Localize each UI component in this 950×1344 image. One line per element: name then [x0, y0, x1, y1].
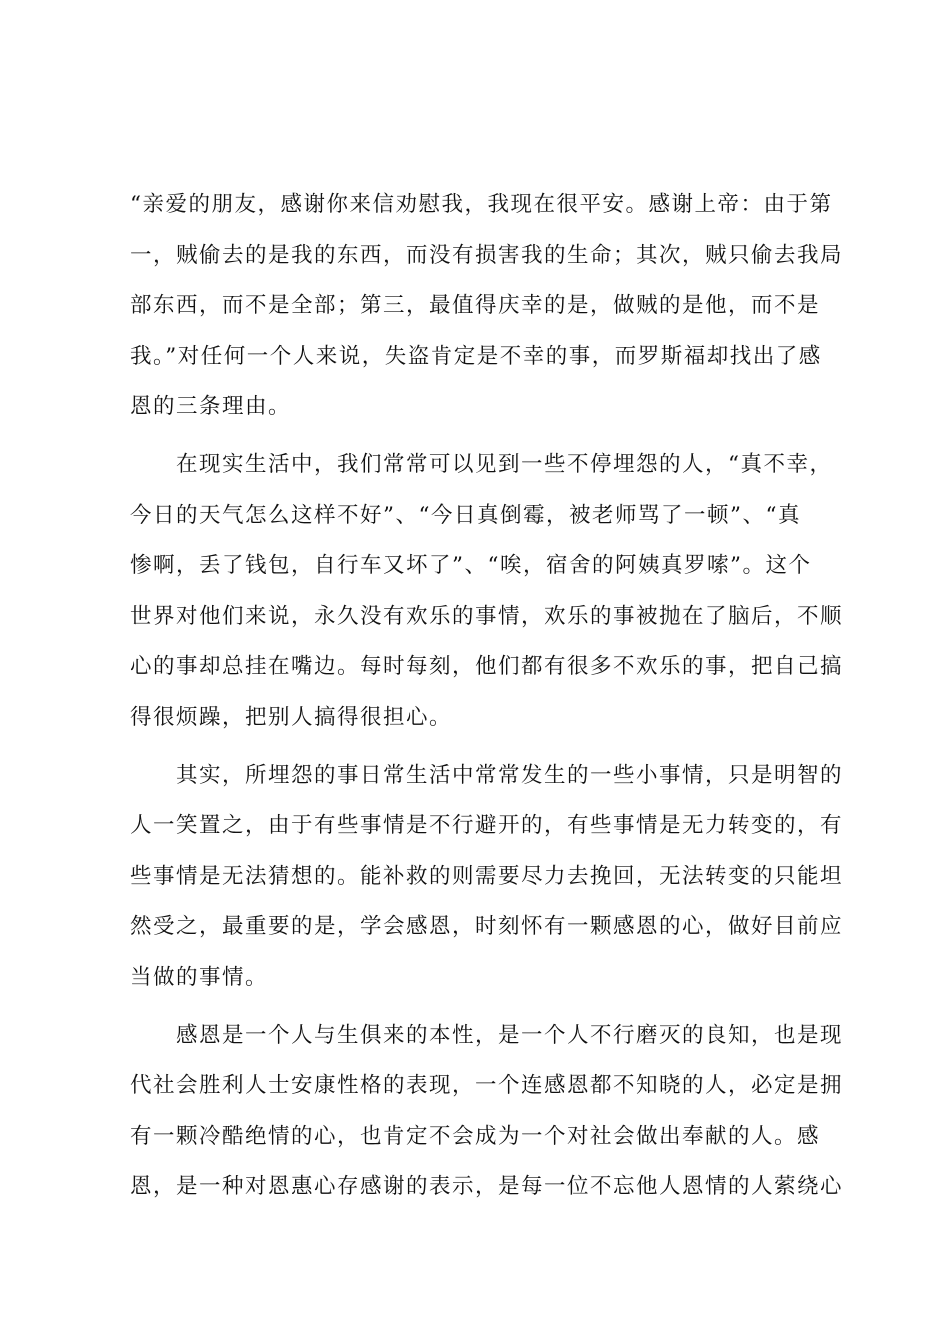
text-line: 感恩是一个人与生俱来的本性，是一个人不行磨灭的良知，也是现 — [130, 1022, 844, 1048]
text-line: 部东西，而不是全部；第三，最值得庆幸的是，做贼的是他，而不是 — [130, 293, 821, 319]
text-line: “亲爱的朋友，感谢你来信劝慰我，我现在很平安。感谢上帝：由于第 — [130, 192, 833, 217]
paragraph-gap — [130, 433, 830, 440]
text-line: 然受之，最重要的是，学会感恩，时刻怀有一颗感恩的心，做好目前应 — [130, 914, 844, 940]
paragraph-2 — [130, 440, 844, 744]
text-line: 有一颗冷酷绝情的心，也肯定不会成为一个对社会做出奉献的人。感 — [130, 1123, 821, 1149]
paragraph-gap — [130, 744, 830, 751]
text-line: 心的事却总挂在嘴边。每时每刻，他们都有很多不欢乐的事，把自己搞 — [130, 654, 844, 680]
text-line: 人一笑置之，由于有些事情是不行避开的，有些事情是无力转变的，有 — [130, 813, 844, 839]
text-line: 世界对他们来说，永久没有欢乐的事情，欢乐的事被抛在了脑后，不顺 — [130, 603, 844, 629]
paragraph-3 — [130, 751, 844, 1004]
text-line: 我。”对任何一个人来说，失盗肯定是不幸的事，而罗斯福却找出了感 — [130, 343, 822, 369]
text-line: 惨啊，丢了钱包，自行车又坏了”、“唉，宿舍的阿姨真罗嗦”。这个 — [130, 553, 812, 579]
text-line: 在现实生活中，我们常常可以见到一些不停埋怨的人，“真不幸， — [130, 451, 833, 477]
text-line: 当做的事情。 — [130, 964, 269, 990]
paragraph-4 — [130, 1011, 844, 1213]
paragraph-gap — [130, 1004, 830, 1011]
text-line: 得很烦躁，把别人搞得很担心。 — [130, 704, 453, 730]
text-line: 恩，是一种对恩惠心存感谢的表示，是每一位不忘他人恩情的人萦绕心 — [130, 1174, 844, 1200]
text-line: 其实，所埋怨的事日常生活中常常发生的一些小事情，只是明智的 — [130, 762, 844, 788]
text-line: 些事情是无法猜想的。能补救的则需要尽力去挽回，无法转变的只能坦 — [130, 863, 844, 889]
text-line: 代社会胜利人士安康性格的表现，一个连感恩都不知晓的人，必定是拥 — [130, 1073, 844, 1099]
text-line: 一，贼偷去的是我的东西，而没有损害我的生命；其次，贼只偷去我局 — [130, 242, 844, 268]
text-line: 今日的天气怎么这样不好”、“今日真倒霉，被老师骂了一顿”、“真 — [130, 502, 801, 528]
text-line: 恩的三条理由。 — [130, 394, 292, 420]
paragraph-1 — [130, 180, 844, 433]
body-text — [130, 180, 844, 1213]
